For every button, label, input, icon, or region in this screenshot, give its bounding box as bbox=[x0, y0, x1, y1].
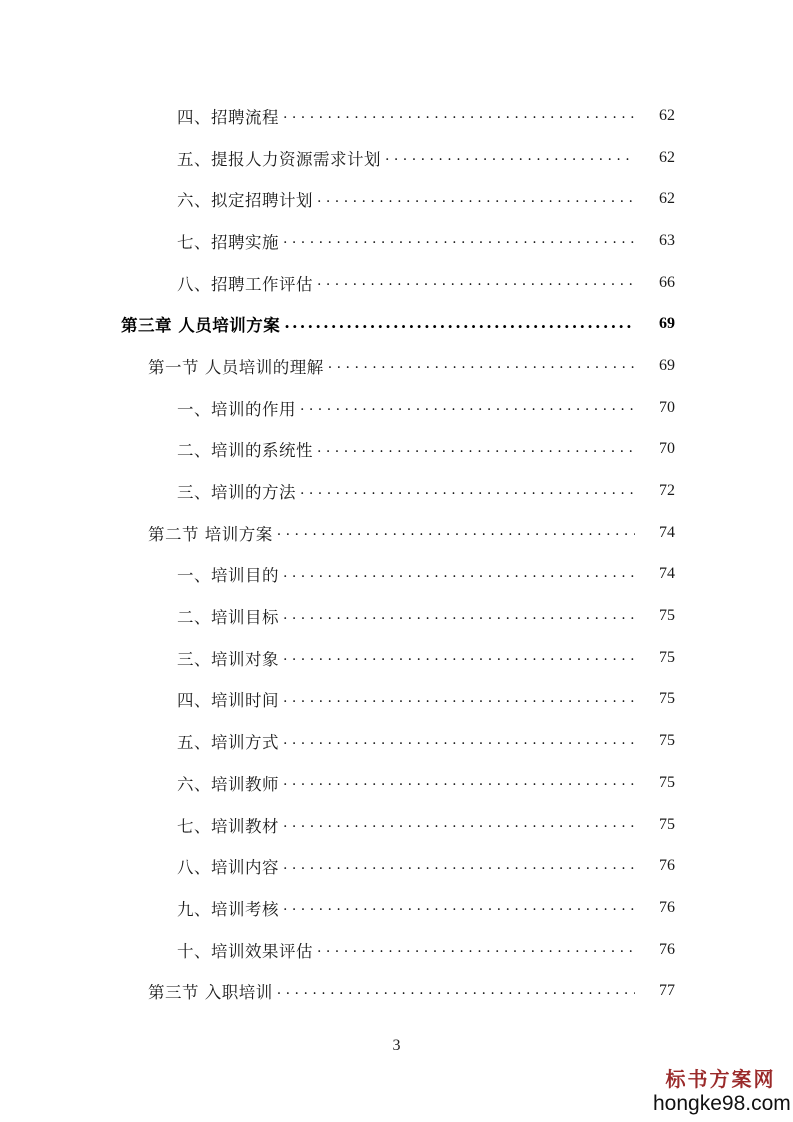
toc-entry[interactable] bbox=[0, 387, 793, 429]
watermark-url: hongke98.com bbox=[653, 1092, 791, 1115]
toc-entry-page: 62 bbox=[659, 190, 675, 208]
toc-entry-title: 四、招聘流程 bbox=[177, 107, 279, 127]
toc-entry[interactable] bbox=[0, 554, 793, 596]
toc-entry[interactable] bbox=[0, 345, 793, 387]
toc-dot-leader bbox=[283, 106, 635, 125]
toc-entry[interactable] bbox=[0, 887, 793, 929]
toc-entry-page: 69 bbox=[659, 315, 675, 333]
toc-dot-leader bbox=[385, 148, 635, 167]
toc-entry-title: 七、培训教材 bbox=[177, 816, 279, 836]
toc-entry-title: 七、招聘实施 bbox=[177, 232, 279, 252]
toc-entry-page: 62 bbox=[659, 148, 675, 166]
toc-entry-title: 三、培训对象 bbox=[177, 649, 279, 669]
toc-dot-leader bbox=[284, 313, 635, 335]
toc-entry[interactable] bbox=[0, 720, 793, 762]
table-of-contents bbox=[0, 95, 793, 1012]
toc-entry-page: 75 bbox=[659, 607, 675, 625]
toc-entry-title: 八、培训内容 bbox=[177, 858, 279, 878]
toc-dot-leader bbox=[283, 815, 635, 834]
toc-entry-title: 一、培训的作用 bbox=[177, 399, 296, 419]
toc-entry-title: 第三章 人员培训方案 bbox=[121, 316, 281, 336]
toc-entry-title: 九、培训考核 bbox=[177, 899, 279, 919]
toc-entry-title: 十、培训效果评估 bbox=[177, 941, 313, 961]
toc-dot-leader bbox=[277, 523, 635, 542]
toc-entry[interactable] bbox=[0, 512, 793, 554]
toc-entry[interactable] bbox=[0, 470, 793, 512]
page-number: 3 bbox=[392, 1037, 401, 1054]
toc-entry[interactable] bbox=[0, 929, 793, 971]
toc-entry-title: 五、培训方式 bbox=[177, 733, 279, 753]
toc-entry-page: 70 bbox=[659, 440, 675, 458]
toc-dot-leader bbox=[328, 356, 635, 375]
toc-dot-leader bbox=[283, 732, 635, 751]
toc-dot-leader bbox=[300, 482, 635, 501]
toc-entry[interactable] bbox=[0, 220, 793, 262]
toc-dot-leader bbox=[317, 940, 635, 959]
toc-entry-page: 63 bbox=[659, 231, 675, 249]
toc-entry[interactable] bbox=[0, 637, 793, 679]
toc-entry-page: 76 bbox=[659, 940, 675, 958]
toc-entry[interactable] bbox=[0, 178, 793, 220]
toc-entry[interactable] bbox=[0, 970, 793, 1012]
toc-entry-page: 75 bbox=[659, 648, 675, 666]
toc-entry-title: 第三节 入职培训 bbox=[148, 983, 273, 1003]
toc-entry-page: 75 bbox=[659, 690, 675, 708]
toc-dot-leader bbox=[277, 982, 635, 1001]
toc-entry-page: 70 bbox=[659, 398, 675, 416]
toc-entry-page: 62 bbox=[659, 106, 675, 124]
toc-entry-page: 74 bbox=[659, 565, 675, 583]
toc-entry-page: 69 bbox=[659, 356, 675, 374]
toc-entry-title: 八、招聘工作评估 bbox=[177, 274, 313, 294]
toc-entry-title: 一、培训目的 bbox=[177, 566, 279, 586]
toc-dot-leader bbox=[283, 857, 635, 876]
toc-entry-title: 二、培训目标 bbox=[177, 608, 279, 628]
toc-entry[interactable] bbox=[0, 95, 793, 137]
toc-dot-leader bbox=[283, 898, 635, 917]
toc-dot-leader bbox=[283, 565, 635, 584]
toc-entry[interactable] bbox=[0, 804, 793, 846]
toc-entry-page: 75 bbox=[659, 773, 675, 791]
toc-dot-leader bbox=[283, 231, 635, 250]
toc-entry-page: 74 bbox=[659, 523, 675, 541]
toc-entry-title: 第二节 培训方案 bbox=[148, 524, 273, 544]
toc-entry-page: 75 bbox=[659, 815, 675, 833]
toc-dot-leader bbox=[317, 273, 635, 292]
toc-entry[interactable] bbox=[0, 595, 793, 637]
toc-entry-page: 72 bbox=[659, 482, 675, 500]
toc-dot-leader bbox=[283, 648, 635, 667]
watermark-logo bbox=[653, 1066, 791, 1116]
toc-entry-title: 二、培训的系统性 bbox=[177, 441, 313, 461]
toc-entry[interactable] bbox=[0, 762, 793, 804]
toc-entry[interactable] bbox=[0, 429, 793, 471]
toc-entry-page: 75 bbox=[659, 732, 675, 750]
toc-dot-leader bbox=[317, 440, 635, 459]
toc-entry-page: 66 bbox=[659, 273, 675, 291]
toc-entry-title: 六、培训教师 bbox=[177, 774, 279, 794]
toc-entry-title: 三、培训的方法 bbox=[177, 483, 296, 503]
toc-dot-leader bbox=[283, 690, 635, 709]
toc-entry[interactable] bbox=[0, 262, 793, 304]
toc-entry-title: 四、培训时间 bbox=[177, 691, 279, 711]
toc-entry[interactable] bbox=[0, 845, 793, 887]
toc-entry-page: 77 bbox=[659, 982, 675, 1000]
toc-entry-title: 六、拟定招聘计划 bbox=[177, 191, 313, 211]
toc-entry-page: 76 bbox=[659, 898, 675, 916]
toc-dot-leader bbox=[283, 607, 635, 626]
toc-entry[interactable] bbox=[0, 137, 793, 179]
toc-entry-title: 五、提报人力资源需求计划 bbox=[177, 149, 381, 169]
toc-dot-leader bbox=[300, 398, 635, 417]
watermark-site-name: 标书方案网 bbox=[665, 1067, 776, 1091]
toc-entry-title: 第一节 人员培训的理解 bbox=[148, 357, 324, 377]
toc-entry[interactable] bbox=[0, 303, 793, 345]
toc-dot-leader bbox=[317, 190, 635, 209]
toc-dot-leader bbox=[283, 773, 635, 792]
toc-entry-page: 76 bbox=[659, 857, 675, 875]
toc-entry[interactable] bbox=[0, 679, 793, 721]
